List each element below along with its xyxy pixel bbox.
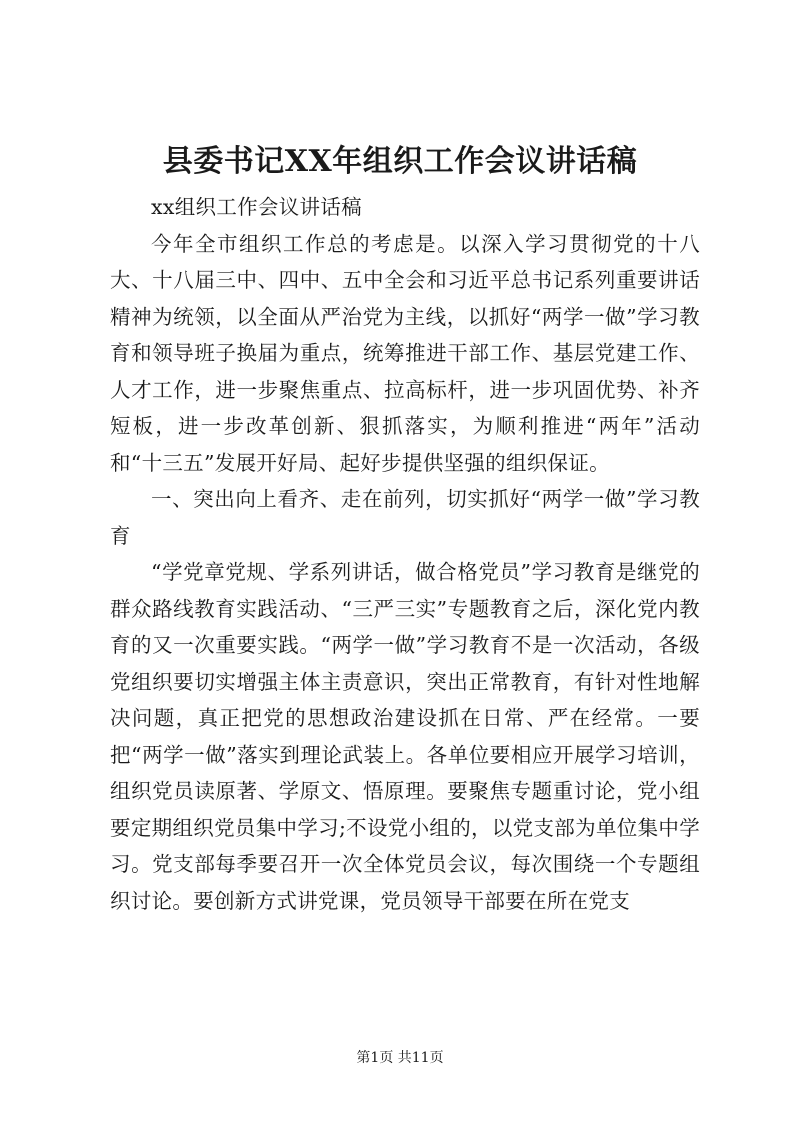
- paragraph-subtitle: xx组织工作会议讲话稿: [151, 195, 362, 219]
- document-title: 县委书记XX年组织工作会议讲话稿: [162, 144, 638, 179]
- paragraph-section-1: “学党章党规、学系列讲话，做合格党员”学习教育是继党的群众路线教育实践活动、“三严三实”专题教育之后，深化党内教育的又一次重要实践。“两学一做”学习教育不是一次活动，各级党组织要切实增强主体主责意识，突出正常教育，有针对性地解决问题，真正把党的思想政治建设抓在日常、严在经常。一要把“两学一做”落实到理论武装上。各单位要相应开展学习培训，组织党员读原著、学原文、悟原理。要聚焦专题重讨论，党小组要定期组织党员集中学习;不设党小组的，以党支部为单位集中学习。党支部每季要召开一次全体党员会议，每次围绕一个专题组织讨论。要创新方式讲党课，党员领导干部要在所在党支: [110, 560, 700, 913]
- document-body: [110, 189, 700, 919]
- page-footer: 第1页 共11页: [356, 1050, 444, 1066]
- section-heading-1: 一、突出向上看齐、走在前列，切实抓好“两学一做”学习教育: [110, 487, 700, 548]
- paragraph-intro: 今年全市组织工作总的考虑是。以深入学习贯彻党的十八大、十八届三中、四中、五中全会和习近平总书记系列重要讲话精神为统领，以全面从严治党为主线，以抓好“两学一做”学习教育和领导班子换届为重点，统筹推进干部工作、基层党建工作、人才工作，进一步聚焦重点、拉高标杆，进一步巩固优势、补齐短板，进一步改革创新、狠抓落实，为顺利推进“两年”活动和“十三五”发展开好局、起好步提供坚强的组织保证。: [110, 231, 700, 475]
